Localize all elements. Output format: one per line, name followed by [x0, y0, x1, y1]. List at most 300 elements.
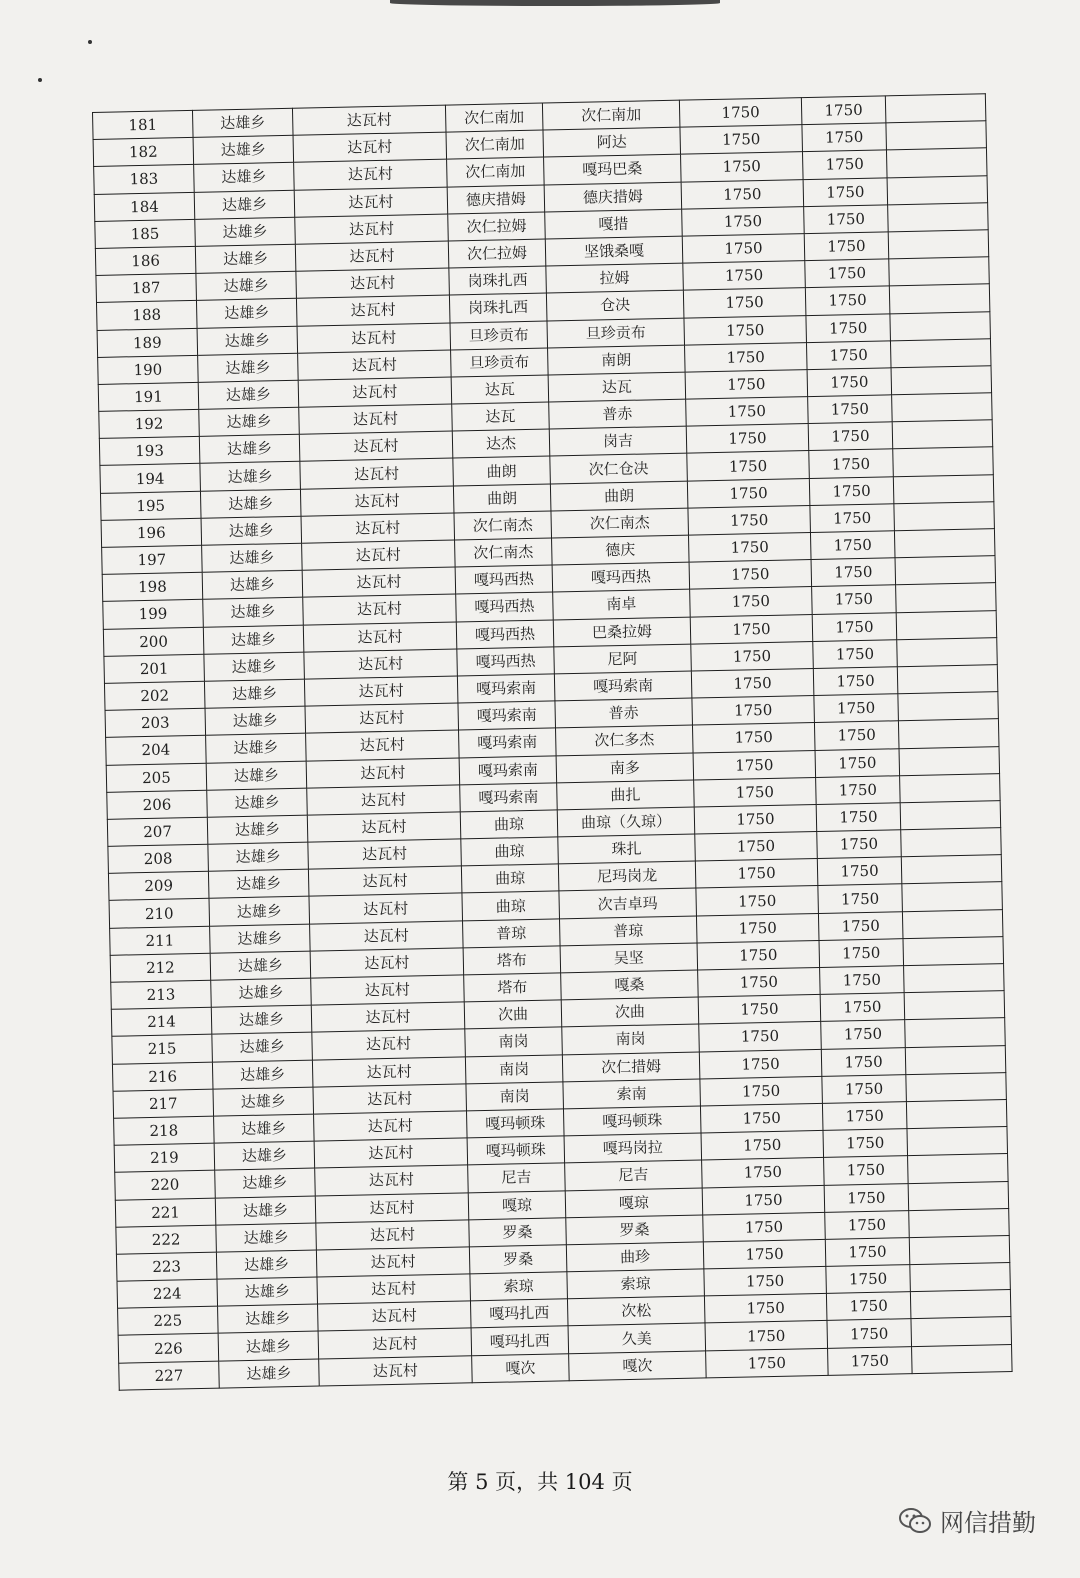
table-cell: 嘎玛索南 [554, 671, 692, 701]
table-cell [894, 529, 995, 558]
table-cell: 184 [94, 192, 195, 221]
table-cell: 嘎玛索南 [457, 674, 555, 703]
table-cell [906, 1072, 1007, 1101]
table-cell: 尼玛岗龙 [558, 861, 696, 891]
table-cell: 1750 [697, 940, 820, 970]
table-cell: 1750 [810, 504, 895, 533]
table-cell: 达瓦村 [292, 105, 446, 135]
table-cell [897, 637, 998, 666]
table-cell [893, 447, 994, 476]
table-cell: 岗吉 [549, 426, 687, 456]
table-cell: 183 [94, 165, 195, 194]
table-cell: 1750 [818, 911, 903, 940]
table-cell: 1750 [802, 123, 887, 152]
table-cell: 达瓦村 [311, 975, 465, 1005]
table-body [93, 94, 1013, 1390]
table-cell: 达瓦村 [306, 757, 460, 787]
table-cell: 普赤 [549, 399, 687, 429]
table-cell [905, 1045, 1006, 1074]
table-cell: 达瓦村 [307, 812, 461, 842]
table-cell: 达瓦村 [308, 866, 462, 896]
table-cell: 1750 [824, 1183, 909, 1212]
watermark-text: 网信措勤 [940, 1509, 1036, 1537]
table-cell: 达雄乡 [213, 1087, 314, 1116]
table-cell: 196 [101, 518, 202, 547]
table-cell: 1750 [823, 1129, 908, 1158]
table-cell: 210 [109, 899, 210, 928]
table-cell: 1750 [825, 1210, 910, 1239]
table-cell: 223 [116, 1252, 217, 1281]
allowance-table [92, 93, 1013, 1390]
table-cell: 嘎玛扎西 [471, 1326, 569, 1355]
table-cell: 尼吉 [468, 1163, 566, 1192]
table-cell [889, 284, 990, 313]
table-cell: 达瓦村 [306, 730, 460, 760]
table-cell: 187 [96, 273, 197, 302]
table-cell: 达瓦村 [319, 1355, 473, 1385]
table-cell: 嘎玛西热 [456, 620, 554, 649]
table-cell: 曲朗 [550, 481, 688, 511]
table-cell: 217 [113, 1089, 214, 1118]
table-cell: 1750 [685, 369, 808, 399]
table-cell: 达瓦村 [299, 431, 453, 461]
table-cell: 192 [99, 409, 200, 438]
table-cell: 1750 [825, 1238, 910, 1267]
table-cell: 次曲 [464, 1000, 562, 1029]
table-cell: 219 [114, 1143, 215, 1172]
table-cell: 1750 [804, 232, 889, 261]
table-cell: 嘎措 [545, 209, 683, 239]
table-cell: 达瓦村 [294, 159, 448, 189]
table-cell: 达雄乡 [216, 1250, 317, 1279]
table-cell: 1750 [703, 1212, 826, 1242]
table-cell: 达雄乡 [195, 217, 296, 246]
table-cell: 182 [93, 138, 194, 167]
table-cell: 1750 [693, 750, 816, 780]
table-cell: 214 [111, 1007, 212, 1036]
table-cell: 南卓 [553, 589, 691, 619]
table-cell: 次仁南杰 [551, 508, 689, 538]
table-cell: 达雄乡 [196, 271, 297, 300]
table-cell: 嘎桑 [561, 970, 699, 1000]
wechat-icon [898, 1506, 932, 1536]
table-cell: 塔布 [463, 946, 561, 975]
table-cell: 达雄乡 [201, 516, 302, 545]
table-cell: 1750 [684, 315, 807, 345]
table-cell: 1750 [692, 696, 815, 726]
table-cell: 200 [103, 627, 204, 656]
table-cell: 1750 [701, 1131, 824, 1161]
table-cell: 次仁拉姆 [448, 212, 546, 241]
table-cell: 嘎琼 [468, 1190, 566, 1219]
table-cell: 达瓦村 [315, 1192, 469, 1222]
table-cell: 1750 [806, 341, 891, 370]
table-cell [894, 502, 995, 531]
table-cell: 索南 [563, 1079, 701, 1109]
table-cell: 达瓦 [451, 375, 549, 404]
table-cell: 213 [111, 980, 212, 1009]
table-cell: 达雄乡 [218, 1304, 319, 1333]
table-cell: 1750 [695, 859, 818, 889]
table-cell: 嘎玛西热 [552, 562, 690, 592]
table-cell: 1750 [700, 1076, 823, 1106]
table-cell: 1750 [688, 505, 811, 535]
table-cell: 次仁仓决 [550, 454, 688, 484]
table-cell: 188 [96, 301, 197, 330]
table-cell [896, 583, 997, 612]
table-cell [890, 311, 991, 340]
table-cell [889, 257, 990, 286]
table-cell: 南岗 [562, 1024, 700, 1054]
table-cell [898, 692, 999, 721]
table-cell: 1750 [826, 1292, 911, 1321]
table-cell: 211 [110, 926, 211, 955]
table-cell: 1750 [822, 1074, 907, 1103]
table-cell: 达雄乡 [219, 1359, 320, 1388]
table-cell: 达雄乡 [197, 326, 298, 355]
watermark [898, 1503, 1036, 1538]
table-cell: 1750 [826, 1265, 911, 1294]
table-cell: 塔布 [464, 973, 562, 1002]
table-cell: 次仁南杰 [454, 511, 552, 540]
table-cell: 1750 [695, 832, 818, 862]
table-cell: 1750 [681, 152, 804, 182]
table-cell: 仓决 [546, 290, 684, 320]
table-cell: 达瓦村 [296, 295, 450, 325]
table-cell [904, 991, 1005, 1020]
table-cell: 1750 [801, 96, 886, 125]
table-cell: 次仁南加 [542, 100, 680, 130]
table-cell: 1750 [820, 993, 905, 1022]
table-cell [900, 801, 1001, 830]
table-cell [909, 1208, 1010, 1237]
table-cell: 德庆 [552, 535, 690, 565]
document-table-wrapper [92, 93, 1012, 1390]
table-cell [910, 1263, 1011, 1292]
table-cell: 达瓦村 [318, 1301, 472, 1331]
table-cell: 达瓦村 [310, 948, 464, 978]
table-cell: 嘎玛西热 [456, 592, 554, 621]
table-cell: 203 [105, 708, 206, 737]
table-cell: 达瓦村 [308, 839, 462, 869]
table-cell: 1750 [827, 1319, 912, 1348]
table-cell: 1750 [821, 1020, 906, 1049]
table-cell: 巴桑拉姆 [553, 617, 691, 647]
table-cell: 嘎玛索南 [458, 701, 556, 730]
table-cell: 1750 [814, 694, 899, 723]
table-cell: 坚饿桑嘎 [545, 236, 683, 266]
table-cell: 达瓦村 [314, 1111, 468, 1141]
table-cell: 1750 [688, 533, 811, 563]
table-cell: 达雄乡 [198, 353, 299, 382]
table-cell: 224 [117, 1279, 218, 1308]
table-cell: 185 [95, 219, 196, 248]
table-cell [901, 828, 1002, 857]
table-cell [900, 773, 1001, 802]
table-cell: 达瓦村 [317, 1274, 471, 1304]
table-cell: 199 [103, 600, 204, 629]
table-cell: 1750 [815, 748, 900, 777]
table-cell: 达瓦村 [309, 893, 463, 923]
table-cell: 达瓦村 [316, 1247, 470, 1277]
table-cell: 达雄乡 [214, 1141, 315, 1170]
table-cell: 206 [107, 790, 208, 819]
table-cell: 达瓦村 [298, 377, 452, 407]
table-cell: 罗桑 [469, 1218, 567, 1247]
table-cell: 普赤 [555, 698, 693, 728]
table-cell: 1750 [691, 668, 814, 698]
table-cell: 1750 [816, 775, 901, 804]
table-cell: 普琼 [559, 916, 697, 946]
table-cell: 达瓦村 [311, 1002, 465, 1032]
table-cell: 达瓦村 [296, 268, 450, 298]
table-cell: 旦珍贡布 [451, 348, 549, 377]
table-cell: 次仁拉姆 [448, 239, 546, 268]
table-cell: 罗桑 [469, 1245, 567, 1274]
table-cell: 1750 [682, 234, 805, 264]
table-cell: 1750 [810, 531, 895, 560]
table-cell: 南岗 [465, 1027, 563, 1056]
table-cell: 曲琼 [460, 810, 558, 839]
table-cell: 197 [102, 545, 203, 574]
table-cell [886, 148, 987, 177]
table-cell: 拉姆 [546, 263, 684, 293]
table-cell: 索琼 [567, 1269, 705, 1299]
table-cell: 嘎玛西热 [457, 647, 555, 676]
table-cell: 嘎玛顿珠 [466, 1109, 564, 1138]
table-cell [899, 746, 1000, 775]
table-cell: 嘎玛巴桑 [544, 155, 682, 185]
table-cell: 186 [95, 246, 196, 275]
table-cell: 达雄乡 [203, 625, 304, 654]
table-cell: 208 [108, 844, 209, 873]
table-cell: 1750 [704, 1294, 827, 1324]
table-cell: 达瓦村 [295, 214, 449, 244]
table-cell: 达瓦村 [304, 649, 458, 679]
table-cell: 达雄乡 [196, 299, 297, 328]
table-cell [892, 420, 993, 449]
table-cell: 194 [100, 464, 201, 493]
table-cell: 1750 [696, 886, 819, 916]
table-cell: 达雄乡 [200, 489, 301, 518]
table-cell: 209 [108, 871, 209, 900]
table-cell: 达雄乡 [192, 108, 293, 137]
table-cell: 1750 [805, 259, 890, 288]
table-cell: 曲琼（久琼） [557, 807, 695, 837]
table-cell: 1750 [679, 98, 802, 128]
table-cell: 罗桑 [566, 1215, 704, 1245]
table-cell: 1750 [817, 857, 902, 886]
table-cell: 1750 [809, 449, 894, 478]
table-cell: 218 [114, 1116, 215, 1145]
table-cell [890, 338, 991, 367]
table-cell [902, 882, 1003, 911]
table-cell [908, 1181, 1009, 1210]
table-cell: 岗珠扎西 [449, 266, 547, 295]
table-cell [898, 719, 999, 748]
table-cell: 达雄乡 [202, 543, 303, 572]
table-cell: 1750 [702, 1158, 825, 1188]
table-cell: 1750 [694, 804, 817, 834]
table-cell: 1750 [700, 1103, 823, 1133]
table-cell: 222 [116, 1225, 217, 1254]
table-cell: 1750 [804, 205, 889, 234]
table-cell: 南朗 [548, 345, 686, 375]
table-cell [912, 1344, 1013, 1373]
table-cell [892, 393, 993, 422]
table-cell: 嘎琼 [565, 1187, 703, 1217]
table-cell: 达雄乡 [206, 733, 307, 762]
table-cell [910, 1290, 1011, 1319]
table-cell: 1750 [806, 313, 891, 342]
table-cell: 1750 [685, 342, 808, 372]
table-cell: 次松 [567, 1296, 705, 1326]
table-cell: 1750 [705, 1321, 828, 1351]
table-cell: 达雄乡 [203, 598, 304, 627]
table-cell: 次仁南加 [446, 130, 544, 159]
table-cell: 1750 [824, 1156, 909, 1185]
table-cell: 达瓦村 [294, 187, 448, 217]
table-cell: 1750 [696, 913, 819, 943]
table-cell: 215 [112, 1035, 213, 1064]
table-cell: 次仁南加 [447, 157, 545, 186]
table-cell: 岗珠扎西 [449, 293, 547, 322]
table-cell: 达雄乡 [194, 163, 295, 192]
table-cell: 达瓦村 [303, 594, 457, 624]
table-cell: 202 [104, 681, 205, 710]
table-cell: 1750 [694, 777, 817, 807]
table-cell: 曲朗 [453, 456, 551, 485]
table-cell: 旦珍贡布 [450, 321, 548, 350]
table-cell: 嘎玛顿珠 [467, 1136, 565, 1165]
table-cell [906, 1100, 1007, 1129]
table-cell: 嘎玛西热 [455, 565, 553, 594]
table-cell: 达雄乡 [212, 1032, 313, 1061]
table-cell [909, 1235, 1010, 1264]
table-cell: 达瓦村 [314, 1138, 468, 1168]
page-number: 第 5 页，共 104 页 [447, 1470, 633, 1494]
scan-shadow [390, 0, 720, 6]
table-cell: 220 [115, 1170, 216, 1199]
table-cell: 嘎玛索南 [460, 783, 558, 812]
table-cell: 达瓦村 [303, 622, 457, 652]
table-cell: 201 [104, 654, 205, 683]
table-cell: 1750 [808, 395, 893, 424]
table-cell: 达瓦村 [299, 404, 453, 434]
table-cell: 达雄乡 [195, 244, 296, 273]
table-cell: 达瓦村 [313, 1084, 467, 1114]
table-cell: 达瓦村 [298, 350, 452, 380]
table-cell: 达瓦村 [310, 921, 464, 951]
table-cell: 曲琼 [461, 864, 559, 893]
table-cell: 达雄乡 [216, 1223, 317, 1252]
table-cell: 达雄乡 [215, 1168, 316, 1197]
table-cell: 1750 [683, 261, 806, 291]
table-cell [893, 474, 994, 503]
table-cell: 1750 [690, 587, 813, 617]
table-cell: 195 [100, 491, 201, 520]
table-cell: 1750 [818, 884, 903, 913]
table-cell: 达瓦 [548, 372, 686, 402]
table-cell: 达雄乡 [208, 869, 309, 898]
table-cell: 曲朗 [453, 484, 551, 513]
table-cell [895, 556, 996, 585]
table-cell: 达雄乡 [194, 190, 295, 219]
table-cell: 225 [118, 1306, 219, 1335]
table-cell: 达雄乡 [217, 1277, 318, 1306]
table-cell: 207 [107, 817, 208, 846]
table-cell: 1750 [803, 177, 888, 206]
table-cell: 1750 [816, 803, 901, 832]
table-cell: 1750 [706, 1348, 829, 1378]
table-cell: 嘎玛索南 [459, 755, 557, 784]
table-cell: 达雄乡 [200, 462, 301, 491]
table-cell: 嘎次 [569, 1351, 707, 1381]
table-cell [901, 855, 1002, 884]
table-cell: 尼阿 [554, 644, 692, 674]
table-cell: 1750 [811, 558, 896, 587]
table-cell: 达瓦村 [318, 1328, 472, 1358]
table-cell [885, 94, 986, 123]
table-cell: 189 [97, 328, 198, 357]
table-cell: 次仁南加 [445, 103, 543, 132]
table-cell: 达瓦村 [293, 132, 447, 162]
table-cell: 1750 [682, 206, 805, 236]
table-cell: 嘎玛顿珠 [563, 1106, 701, 1136]
table-cell: 1750 [680, 125, 803, 155]
table-cell: 1750 [681, 179, 804, 209]
table-cell: 1750 [807, 368, 892, 397]
table-cell: 德庆措姆 [544, 182, 682, 212]
table-cell: 达雄乡 [207, 788, 308, 817]
table-cell: 1750 [699, 1049, 822, 1079]
table-cell: 1750 [698, 967, 821, 997]
table-cell: 达瓦村 [312, 1056, 466, 1086]
table-cell: 221 [115, 1198, 216, 1227]
table-cell: 达瓦村 [302, 567, 456, 597]
table-cell: 1750 [819, 939, 904, 968]
table-cell: 1750 [808, 422, 893, 451]
table-cell [887, 175, 988, 204]
table-cell: 226 [118, 1334, 219, 1363]
table-cell: 212 [110, 953, 211, 982]
table-cell: 181 [93, 110, 194, 139]
table-cell: 1750 [812, 585, 897, 614]
table-cell: 1750 [812, 612, 897, 641]
table-cell: 吴坚 [560, 943, 698, 973]
table-cell: 久美 [568, 1323, 706, 1353]
table-cell: 1750 [813, 667, 898, 696]
table-cell: 216 [112, 1062, 213, 1091]
table-cell: 1750 [805, 286, 890, 315]
table-cell: 1750 [814, 721, 899, 750]
table-cell [888, 203, 989, 232]
table-cell: 达雄乡 [210, 951, 311, 980]
table-cell: 1750 [703, 1239, 826, 1269]
table-cell: 次仁南杰 [455, 538, 553, 567]
scan-speck [38, 78, 42, 82]
table-cell: 嘎玛岗拉 [564, 1133, 702, 1163]
table-cell: 1750 [702, 1185, 825, 1215]
table-cell: 1750 [802, 150, 887, 179]
table-cell: 1750 [822, 1102, 907, 1131]
table-cell: 达瓦 [452, 402, 550, 431]
table-cell: 达瓦村 [301, 513, 455, 543]
table-cell: 达雄乡 [199, 434, 300, 463]
table-cell [891, 366, 992, 395]
table-cell: 旦珍贡布 [547, 318, 685, 348]
table-cell: 1750 [692, 723, 815, 753]
